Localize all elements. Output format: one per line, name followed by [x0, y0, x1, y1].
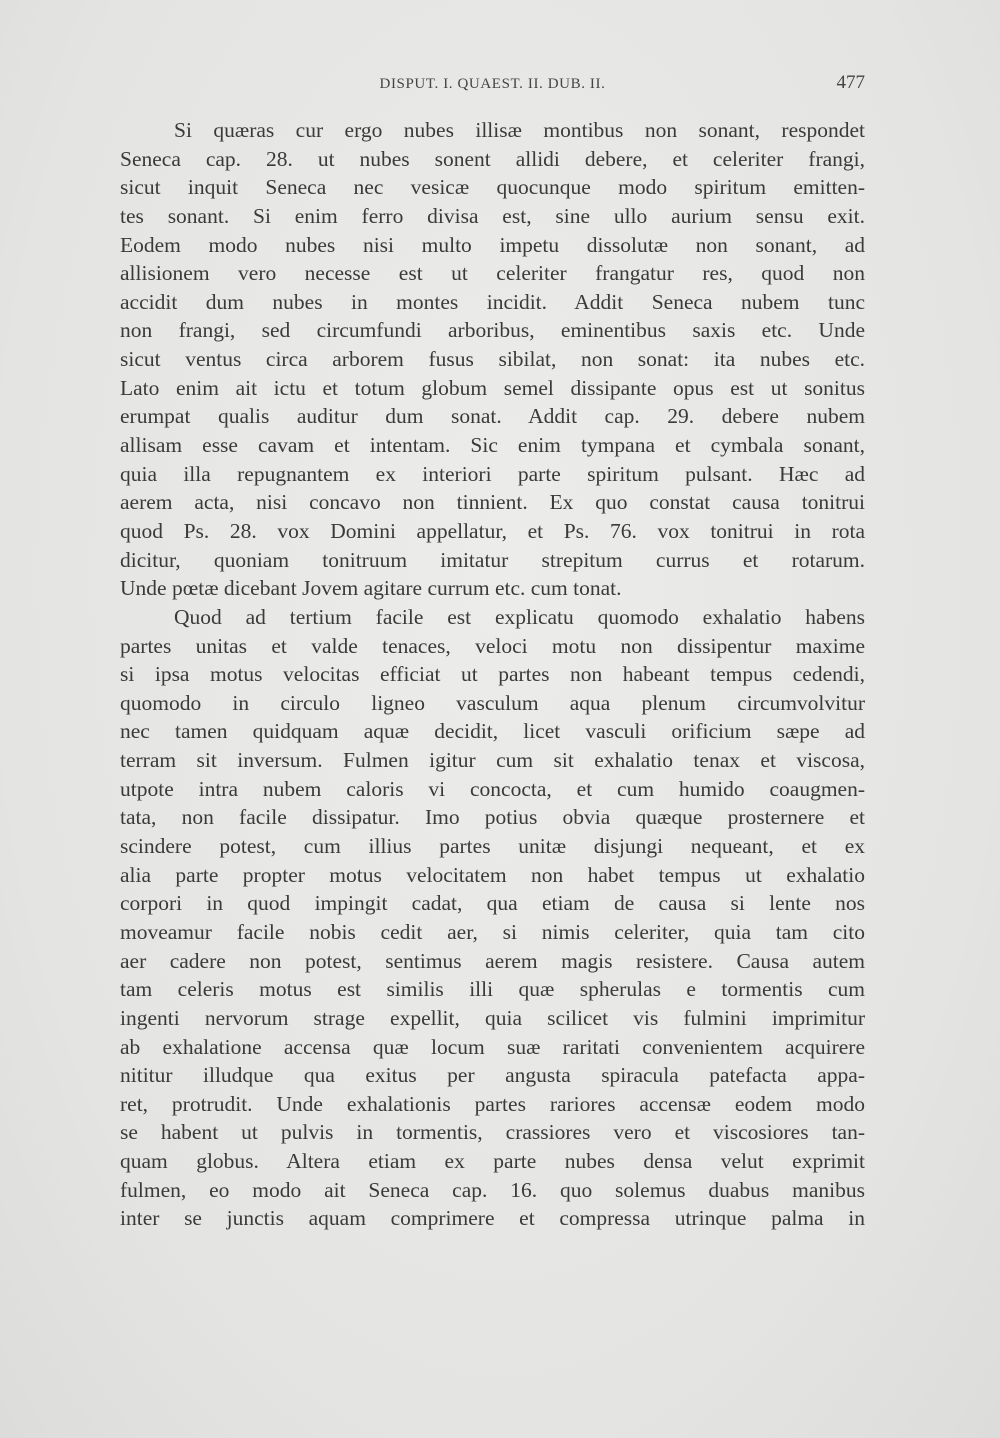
text-line: se habent ut pulvis in tormentis, crassiores vero et viscosiores tan-: [120, 1120, 865, 1145]
text-line: terram sit inversum. Fulmen igitur cum sit exhalatio tenax et viscosa,: [120, 748, 865, 773]
text-line: aer cadere non potest, sentimus aerem magis resistere. Causa autem: [120, 948, 865, 973]
text-line: Si quæras cur ergo nubes illisæ montibus non sonant, respondet: [174, 118, 865, 142]
text-line: quod Ps. 28. vox Domini appellatur, et Ps. 76. vox tonitrui in rota: [120, 518, 865, 543]
text-line: Seneca cap. 28. ut nubes sonent allidi debere, et celeriter frangi,: [120, 146, 865, 171]
text-line: tata, non facile dissipatur. Imo potius obvia quæque prosternere et: [120, 805, 865, 830]
text-line: inter se junctis aquam comprimere et compressa utrinque palma in: [120, 1206, 865, 1231]
text-line: utpote intra nubem caloris vi concocta, et cum humido coaugmen-: [120, 776, 865, 801]
text-line: tam celeris motus est similis illi quæ spherulas e tormentis cum: [120, 977, 865, 1002]
body-text: [120, 116, 865, 1233]
text-line: allisionem vero necesse est ut celeriter frangatur res, quod non: [120, 261, 865, 286]
running-head: [120, 72, 865, 102]
text-line: fulmen, eo modo ait Seneca cap. 16. quo solemus duabus manibus: [120, 1177, 865, 1202]
text-line: ret, protrudit. Unde exhalationis partes rariores accensæ eodem modo: [120, 1091, 865, 1116]
text-line: nec tamen quidquam aquæ decidit, licet vasculi orificium sæpe ad: [120, 719, 865, 744]
text-line: Eodem modo nubes nisi multo impetu dissolutæ non sonant, ad: [120, 232, 865, 257]
text-line: quam globus. Altera etiam ex parte nubes densa velut exprimit: [120, 1149, 865, 1174]
text-line: sicut ventus circa arborem fusus sibilat, non sonat: ita nubes etc.: [120, 347, 865, 372]
text-line: Lato enim ait ictu et totum globum semel dissipante opus est ut sonitus: [120, 375, 865, 400]
text-line: alia parte propter motus velocitatem non habet tempus ut exhalatio: [120, 862, 865, 887]
text-line: moveamur facile nobis cedit aer, si nimis celeriter, quia tam cito: [120, 919, 865, 944]
text-line: si ipsa motus velocitas efficiat ut partes non habeant tempus cedendi,: [120, 662, 865, 687]
text-line: sicut inquit Seneca nec vesicæ quocunque modo spiritum emitten-: [120, 175, 865, 200]
text-line: quomodo in circulo ligneo vasculum aqua plenum circumvolvitur: [120, 690, 865, 715]
text-line: erumpat qualis auditur dum sonat. Addit cap. 29. debere nubem: [120, 404, 865, 429]
text-line: Unde pœtæ dicebant Jovem agitare currum etc. cum tonat.: [120, 576, 622, 601]
text-line: ingenti nervorum strage expellit, quia scilicet vis fulmini imprimitur: [120, 1005, 865, 1030]
text-line: tes sonant. Si enim ferro divisa est, sine ullo aurium sensu exit.: [120, 203, 865, 228]
text-line: Quod ad tertium facile est explicatu quomodo exhalatio habens: [174, 604, 865, 629]
text-line: corpori in quod impingit cadat, qua etiam de causa si lente nos: [120, 891, 865, 916]
text-line: aerem acta, nisi concavo non tinnient. Ex quo constat causa tonitrui: [120, 490, 865, 515]
text-line: partes unitas et valde tenaces, veloci motu non dissipentur maxime: [120, 633, 865, 658]
text-line: non frangi, sed circumfundi arboribus, eminentibus saxis etc. Unde: [120, 318, 865, 343]
text-line: scindere potest, cum illius partes unitæ disjungi nequeant, et ex: [120, 834, 865, 859]
running-title: DISPUT. I. QUAEST. II. DUB. II.: [379, 76, 606, 92]
text-line: allisam esse cavam et intentam. Sic enim tympana et cymbala sonant,: [120, 433, 865, 458]
text-line: ab exhalatione accensa quæ locum suæ raritati convenientem acquirere: [120, 1034, 865, 1059]
text-line: nititur illudque qua exitus per angusta spiracula patefacta appa-: [120, 1063, 865, 1088]
text-line: accidit dum nubes in montes incidit. Addit Seneca nubem tunc: [120, 289, 865, 314]
text-line: dicitur, quoniam tonitruum imitatur strepitum currus et rotarum.: [120, 547, 865, 572]
page-number: 477: [836, 72, 865, 93]
text-line: quia illa repugnantem ex interiori parte spiritum pulsant. Hæc ad: [120, 461, 865, 486]
